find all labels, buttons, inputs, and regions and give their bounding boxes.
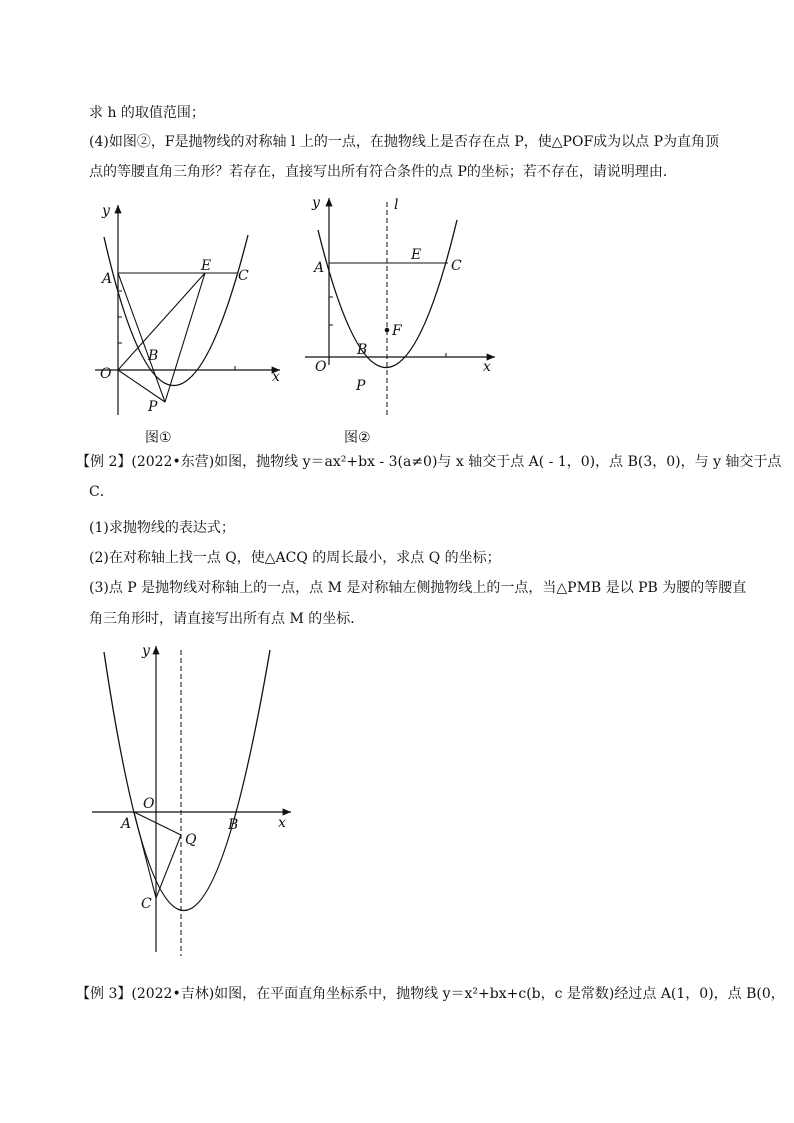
label-l: l [394,197,399,213]
example-2-line-c: C． [89,484,114,500]
label-y: y [102,203,110,219]
label-O: O [315,359,327,375]
label-B: B [228,817,239,833]
text-line-3: 点的等腰直角三角形？若存在，直接写出所有符合条件的点 P的坐标；若不存在，请说明理由． [89,164,677,180]
label-P: P [148,399,158,415]
label-O: O [100,366,112,382]
example-3-heading: 【例 3】(2022•吉林)如图，在平面直角坐标系中，抛物线 y＝x²+bx+c(b，c 是常数)经过点 A(1，0)，点 B(0， [76,986,785,1002]
label-O: O [143,796,155,812]
label-B: B [148,348,159,364]
label-A: A [314,260,325,276]
label-B: B [357,342,368,358]
figure-2 [300,190,510,420]
figure-1 [90,195,300,425]
label-x: x [272,369,280,385]
figure-2-caption: 图② [344,430,371,446]
question-2: (2)在对称轴上找一点 Q，使△ACQ 的周长最小，求点 Q 的坐标； [89,550,501,566]
example-2-heading: 【例 2】(2022•东营)如图，抛物线 y＝ax²+bx - 3(a≠0)与 x 轴交于点 A( - 1，0)，点 B(3，0)，与 y 轴交于点 [76,454,782,470]
label-A: A [102,271,113,287]
question-3a: (3)点 P 是抛物线对称轴上的一点，点 M 是对称轴左侧抛物线上的一点，当△PMB 是以 PB 为腰的等腰直 [89,580,747,596]
label-A: A [121,816,132,832]
label-C: C [451,258,462,274]
label-C: C [238,268,249,284]
label-F: F [392,323,402,339]
label-Q: Q [185,832,197,848]
label-x: x [483,359,491,375]
parabola [104,650,270,911]
question-3b: 角三角形时，请直接写出所有点 M 的坐标． [89,611,365,627]
figure-1-caption: 图① [145,430,172,446]
label-E: E [411,247,422,263]
question-1: (1)求抛物线的表达式； [89,520,235,536]
label-E: E [201,258,212,274]
label-P: P [356,378,366,394]
text-line-2: (4)如图②，F是抛物线的对称轴 l 上的一点，在抛物线上是否存在点 P，使△POF成为以点 P为直角顶 [89,134,720,150]
text-line-1: 求 h 的取值范围； [89,105,205,121]
label-x: x [278,815,286,831]
label-y: y [142,643,150,659]
parabola [104,235,248,386]
figure-3 [88,640,303,960]
label-y: y [312,195,320,211]
label-C: C [141,896,152,912]
